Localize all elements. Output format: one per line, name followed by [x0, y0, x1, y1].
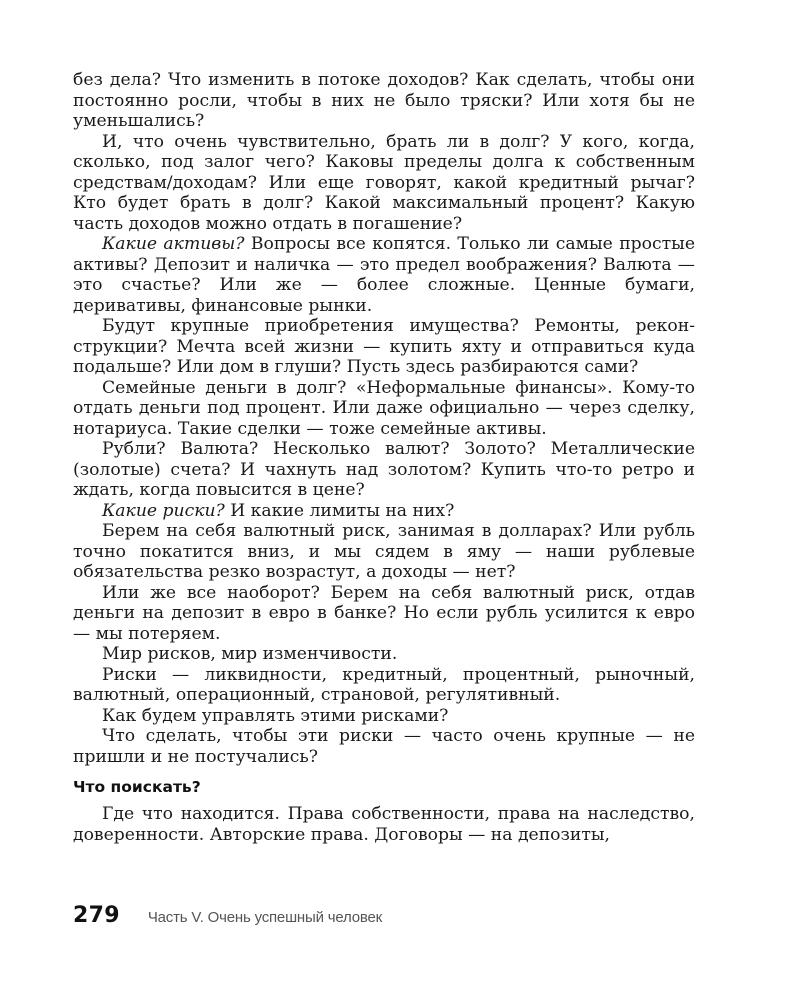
paragraph-10: Мир рисков, мир изменчивости. [102, 644, 398, 664]
paragraph-9: Или же все наоборот? Берем на себя валютный риск, отдав деньги на депозит в евро в банке? Но если рубль усилится к евро — мы потеряем. [73, 582, 695, 644]
page-footer [73, 903, 382, 928]
section-heading: Что поискать? [73, 778, 201, 796]
paragraph-5: Семейные деньги в долг? «Неформальные финансы». Кому-то отдать деньги под процент. Или даже официально — через сделку, нотариуса. Такие сделки — тоже семейные активы. [73, 377, 695, 439]
italic-lead: Какие активы? [102, 234, 245, 254]
paragraph-6: Рубли? Валюта? Несколько валют? Золото? Металлические (золотые) счета? И чахнуть над золотом? Купить что-то ретро и ждать, когда повысится в цене? [73, 439, 695, 500]
paragraph-14: Где что находится. Права собственности, права на наследство, доверенности. Авторские права. Договоры — на депозиты, [73, 804, 695, 845]
page-body [73, 70, 695, 845]
paragraph-7: Какие риски? И какие лимиты на них? [102, 500, 455, 521]
section-text [73, 804, 695, 845]
paragraph-13: Что сделать, чтобы эти риски — часто очень крупные — не пришли и не постучались? [73, 726, 695, 767]
page-number: 279 [73, 903, 120, 928]
italic-lead: Какие риски? [102, 500, 225, 521]
paragraph-8: Берем на себя валютный риск, занимая в долларах? Или рубль точно покатится вниз, и мы сядем в яму — наши рублевые обязательства резко возрастут, а доходы — нет? [73, 521, 695, 582]
paragraph-2: И, что очень чувствительно, брать ли в долг? У кого, когда, сколько, под залог чего? Каковы пределы долга к собственным средствам/доходам? Или еще говорят, какой кредитный рычаг? Кто будет брать в долг? Какой максимальный процент? Какую часть доходов можно отдать в погашение? [73, 131, 695, 234]
paragraph-4: Будут крупные приобретения имущества? Ремонты, реконструкции? Мечта всей жизни — купить яхту и отправиться куда подальше? Или дом в глуши? Пусть здесь разбираются сами? [73, 316, 695, 377]
paragraph-3: Какие активы? Вопросы все копятся. Только ли самые простые активы? Депозит и наличка — это предел воображения? Валюта — это счастье? Или же — более сложные. Ценные бумаги, деривативы, финансовые рынки. [73, 234, 695, 316]
paragraph-11: Риски — ликвидности, кредитный, процентный, рыночный, валютный, операционный, страновой, регулятивный. [73, 664, 695, 705]
running-title: Часть V. Очень успешный человек [147, 909, 382, 926]
paragraph-12: Как будем управлять этими рисками? [102, 705, 449, 726]
body-text [73, 70, 695, 767]
paragraph-1: без дела? Что изменить в потоке доходов? Как сделать, чтобы они постоянно росли, чтобы в них не было тряски? Или хотя бы не уменьшались? [73, 70, 695, 131]
